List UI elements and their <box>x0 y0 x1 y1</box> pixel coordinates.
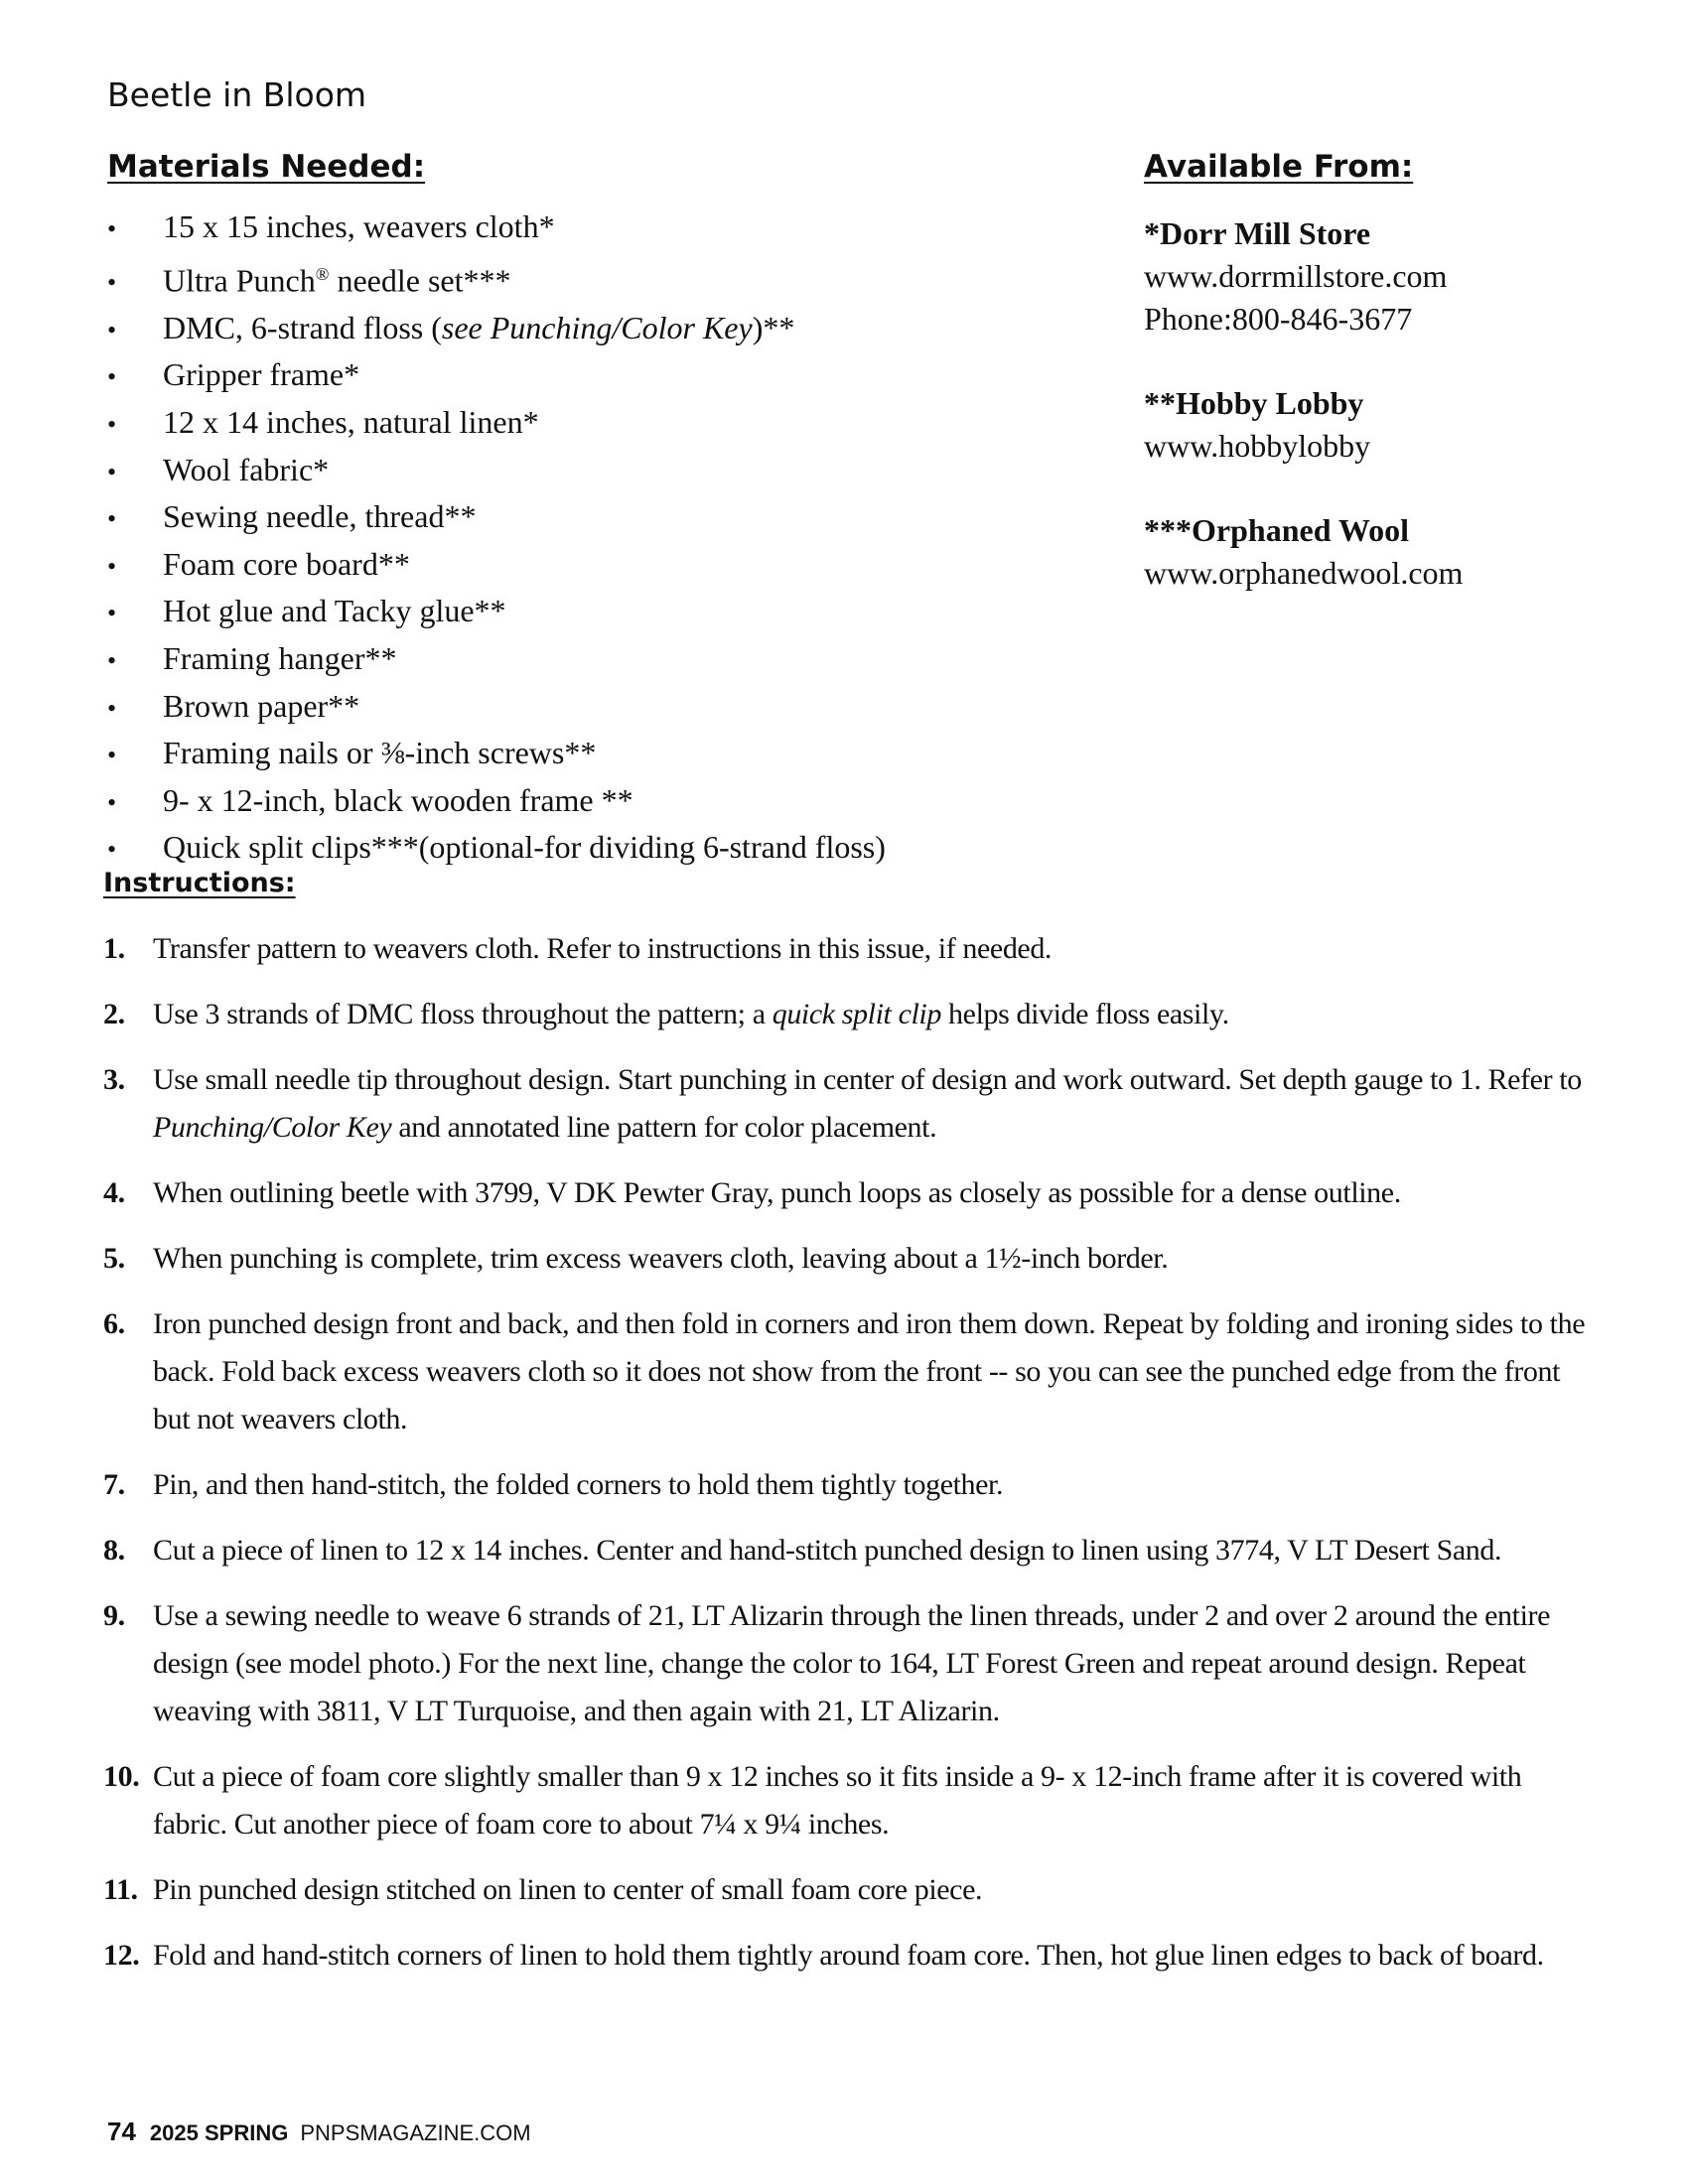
materials-heading: Materials Needed: <box>107 149 426 185</box>
step-text: When outlining beetle with 3799, V DK Pewter Gray, punch loops as closely as possible for a dense outline. <box>153 1176 1401 1209</box>
list-item <box>107 636 1060 684</box>
list-item <box>107 205 1060 252</box>
supplier-name: ***Orphaned Wool <box>1144 512 1410 548</box>
step-number: 2. <box>103 998 125 1030</box>
bullet-icon: • <box>107 741 117 770</box>
instructions-heading: Instructions: <box>103 868 296 898</box>
instruction-step <box>103 1300 1593 1443</box>
step-text: Transfer pattern to weavers cloth. Refer to instructions in this issue, if needed. <box>153 932 1053 965</box>
page-number: 74 <box>107 2116 136 2146</box>
supplier-url[interactable]: www.hobbylobby <box>1144 428 1371 464</box>
list-item <box>107 542 1060 590</box>
bullet-icon: • <box>107 551 117 581</box>
instruction-step <box>103 1169 1593 1217</box>
step-text: Pin, and then hand-stitch, the folded corners to hold them tightly together. <box>153 1468 1004 1501</box>
list-item <box>107 589 1060 636</box>
list-item <box>107 825 1060 873</box>
step-text: Cut a piece of linen to 12 x 14 inches. Center and hand-stitch punched design to linen using 3774, V LT Desert Sand. <box>153 1534 1502 1567</box>
bullet-icon: • <box>107 646 117 675</box>
step-number: 7. <box>103 1468 125 1501</box>
bullet-icon: • <box>107 214 117 243</box>
material-text: Ultra Punch® needle set*** <box>163 262 511 299</box>
step-text: Pin punched design stitched on linen to center of small foam core piece. <box>153 1873 983 1906</box>
step-text: Cut a piece of foam core slightly smaller than 9 x 12 inches so it fits inside a 9- x 12-inch frame after it is covered with fabric. Cut another piece of foam core to about 7¼ x 9¼ inches. <box>153 1760 1522 1841</box>
material-text: Hot glue and Tacky glue** <box>163 593 506 629</box>
material-text: Framing hanger** <box>163 640 397 676</box>
instruction-step <box>103 925 1593 973</box>
supplier-hobby-lobby <box>1144 382 1640 468</box>
bullet-icon: • <box>107 835 117 865</box>
material-text: 15 x 15 inches, weavers cloth* <box>163 208 555 244</box>
step-number: 4. <box>103 1176 125 1209</box>
bullet-icon: • <box>107 599 117 628</box>
step-number: 12. <box>103 1939 140 1972</box>
step-text: Use 3 strands of DMC floss throughout the pattern; a quick split clip helps divide floss easily. <box>153 998 1229 1030</box>
instruction-step <box>103 1461 1593 1509</box>
material-text: Quick split clips***(optional-for dividing 6-strand floss) <box>163 829 886 866</box>
step-number: 10. <box>103 1760 140 1793</box>
material-text: 9- x 12-inch, black wooden frame ** <box>163 781 633 818</box>
instruction-step <box>103 1753 1593 1848</box>
list-item <box>107 352 1060 400</box>
list-item <box>107 400 1060 448</box>
bullet-icon: • <box>107 504 117 534</box>
instruction-step <box>103 1932 1593 1979</box>
list-item <box>107 731 1060 778</box>
bullet-icon: • <box>107 362 117 392</box>
list-item <box>107 684 1060 732</box>
instruction-step <box>103 1592 1593 1735</box>
instruction-step <box>103 1235 1593 1283</box>
instruction-step <box>103 1527 1593 1574</box>
step-number: 8. <box>103 1534 125 1567</box>
step-text: When punching is complete, trim excess weavers cloth, leaving about a 1½-inch border. <box>153 1242 1169 1275</box>
site-link[interactable]: PNPSMAGAZINE.COM <box>300 2120 531 2145</box>
step-number: 11. <box>103 1873 138 1906</box>
supplier-url[interactable]: www.dorrmillstore.com <box>1144 258 1448 294</box>
material-text: Framing nails or ⅜-inch screws** <box>163 735 597 771</box>
bullet-icon: • <box>107 268 117 298</box>
list-item <box>107 252 1060 306</box>
supplier-orphaned-wool <box>1144 509 1640 595</box>
list-item <box>107 448 1060 495</box>
step-text: Use small needle tip throughout design. Start punching in center of design and work outward. Set depth gauge to 1. Refer to Punching/Color Key and annotated line pattern for color placement. <box>153 1063 1582 1144</box>
supplier-name: *Dorr Mill Store <box>1144 215 1371 251</box>
available-from-heading: Available From: <box>1144 149 1414 185</box>
page-footer <box>107 2116 531 2147</box>
step-number: 5. <box>103 1242 125 1275</box>
material-text: Brown paper** <box>163 687 360 724</box>
supplier-dorr-mill <box>1144 212 1640 341</box>
list-item <box>107 778 1060 826</box>
step-number: 1. <box>103 932 125 965</box>
supplier-phone: Phone:800-846-3677 <box>1144 301 1413 337</box>
supplier-list <box>1144 212 1640 636</box>
issue-label: 2025 SPRING <box>149 2120 289 2145</box>
instruction-step <box>103 991 1593 1038</box>
list-item <box>107 306 1060 353</box>
step-number: 9. <box>103 1599 125 1632</box>
supplier-name: **Hobby Lobby <box>1144 385 1364 421</box>
material-text: Gripper frame* <box>163 356 360 393</box>
instruction-step <box>103 1056 1593 1152</box>
material-text: 12 x 14 inches, natural linen* <box>163 404 539 441</box>
bullet-icon: • <box>107 457 117 486</box>
instructions-list <box>103 925 1593 1997</box>
step-number: 6. <box>103 1307 125 1340</box>
material-text: Wool fabric* <box>163 451 330 487</box>
page-title: Beetle in Bloom <box>107 75 367 114</box>
material-text: DMC, 6-strand floss (see Punching/Color Key)** <box>163 309 795 345</box>
bullet-icon: • <box>107 315 117 344</box>
list-item <box>107 494 1060 542</box>
step-text: Fold and hand-stitch corners of linen to hold them tightly around foam core. Then, hot glue linen edges to back of board. <box>153 1939 1544 1972</box>
bullet-icon: • <box>107 693 117 723</box>
materials-list <box>107 205 1060 873</box>
step-text: Use a sewing needle to weave 6 strands of 21, LT Alizarin through the linen threads, under 2 and over 2 around the entire design (see model photo.) For the next line, change the color to 164, LT Forest Green and repeat around design. Repeat weaving with 3811, V LT Turquoise, and then again with 21, LT Alizarin. <box>153 1599 1551 1727</box>
step-number: 3. <box>103 1063 125 1096</box>
instruction-step <box>103 1866 1593 1914</box>
material-text: Sewing needle, thread** <box>163 498 477 535</box>
step-text: Iron punched design front and back, and then fold in corners and iron them down. Repeat by folding and ironing sides to the back. Fold back excess weavers cloth so it does not show from the front -- so you can see the punched edge from the front but not weavers cloth. <box>153 1307 1586 1435</box>
supplier-url[interactable]: www.orphanedwool.com <box>1144 555 1464 591</box>
bullet-icon: • <box>107 410 117 440</box>
material-text: Foam core board** <box>163 545 410 582</box>
bullet-icon: • <box>107 787 117 817</box>
